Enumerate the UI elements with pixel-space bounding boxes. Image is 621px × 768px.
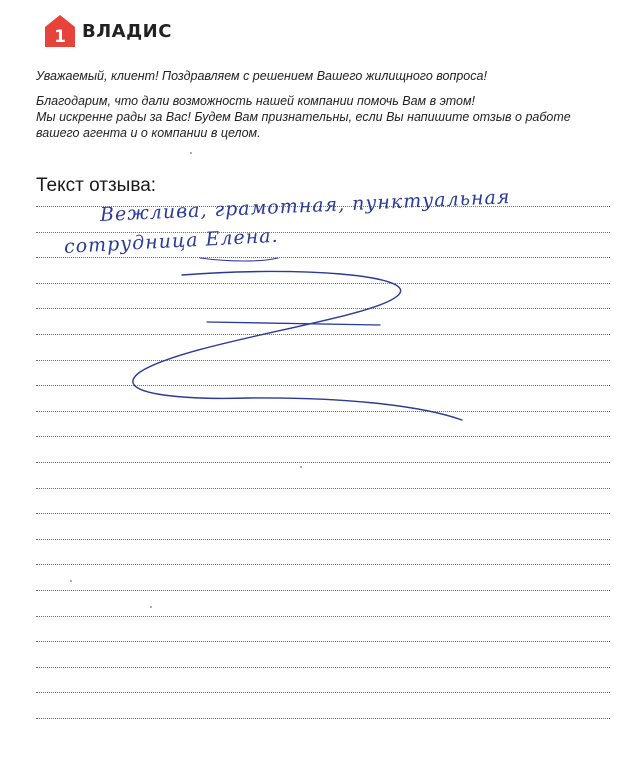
- dotted-line: [36, 462, 610, 463]
- handwritten-line-2: сотрудница Елена.: [63, 224, 280, 258]
- dotted-line: [36, 539, 610, 540]
- company-logo: [44, 14, 172, 48]
- dotted-line: [36, 206, 610, 207]
- dotted-line: [36, 667, 610, 668]
- dotted-line: [36, 590, 610, 591]
- intro-line-3: вашего агента и о компании в целом.: [36, 126, 261, 140]
- intro-text: [36, 68, 596, 141]
- dotted-line: [36, 692, 610, 693]
- dotted-line: [36, 283, 610, 284]
- dotted-line: [36, 564, 610, 565]
- dotted-line: [36, 411, 610, 412]
- house-logo-icon: [44, 14, 76, 48]
- scan-speck: [150, 606, 152, 608]
- dotted-line: [36, 308, 610, 309]
- dotted-line: [36, 232, 610, 233]
- dotted-line: [36, 513, 610, 514]
- dotted-line: [36, 385, 610, 386]
- intro-line-1: Благодарим, что дали возможность нашей компании помочь Вам в этом!: [36, 94, 476, 108]
- dotted-line: [36, 334, 610, 335]
- dotted-line: [36, 488, 610, 489]
- scan-speck: [300, 466, 302, 468]
- dotted-line: [36, 641, 610, 642]
- scan-speck: [70, 580, 72, 582]
- scan-speck: [190, 152, 192, 154]
- brand-name: ВЛАДИС: [82, 20, 172, 42]
- dotted-line: [36, 257, 610, 258]
- dotted-line: [36, 616, 610, 617]
- dotted-line: [36, 436, 610, 437]
- svg-text:1: 1: [54, 27, 66, 47]
- handwritten-line-1: Вежлива, грамотная, пунктуальная: [99, 186, 511, 226]
- dotted-writing-lines: [36, 206, 610, 746]
- dotted-line: [36, 360, 610, 361]
- greeting-text: Уважаемый, клиент! Поздравляем с решением Вашего жилищного вопроса!: [36, 69, 487, 83]
- dotted-line: [36, 718, 610, 719]
- review-title: Текст отзыва:: [36, 175, 157, 196]
- intro-line-2: Мы искренне рады за Вас! Будем Вам признательны, если Вы напишите отзыв о работе: [36, 110, 571, 124]
